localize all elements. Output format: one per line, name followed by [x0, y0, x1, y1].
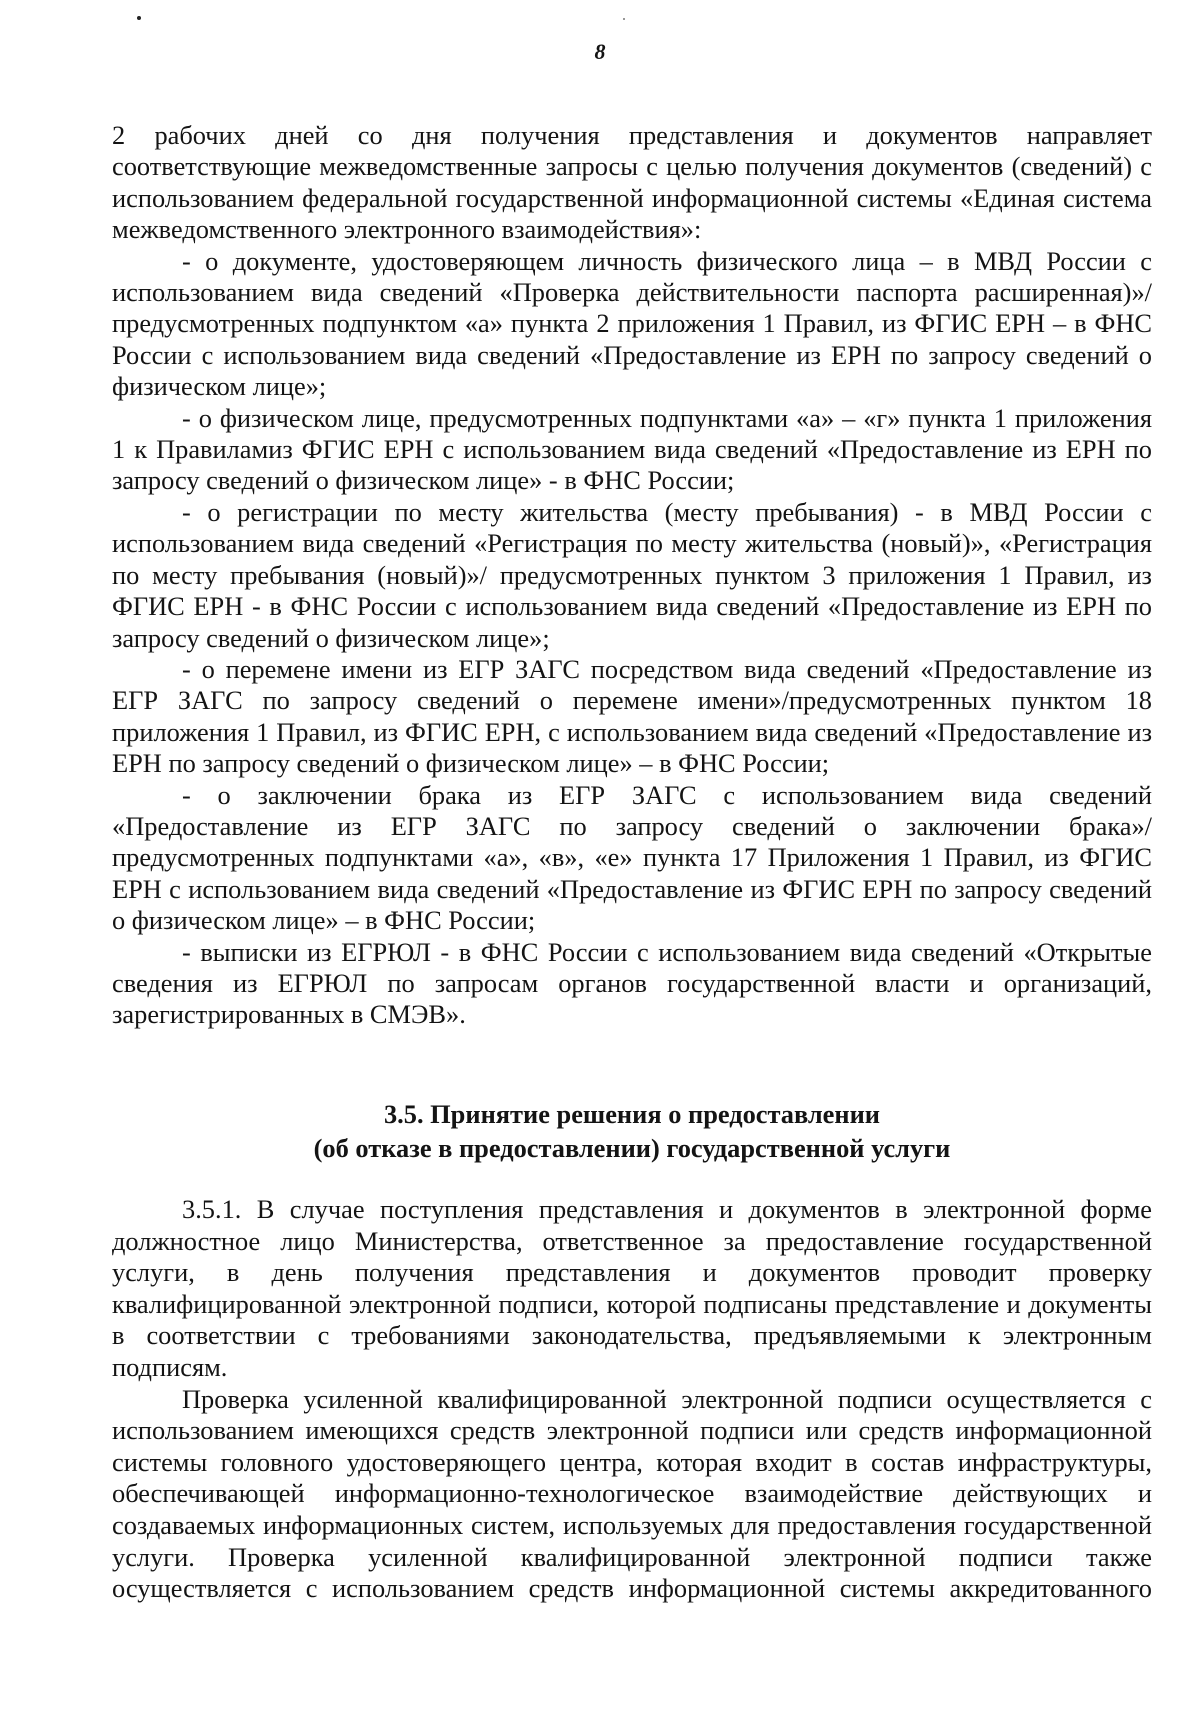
paragraph: 2 рабочих дней со дня получения представления и документов направляет соответствующие межведомственные запросы с целью получения документов (сведений) с использованием федеральной государственной информационной системы «Единая система межведомственного электронного взаимодействия»:	[112, 120, 1152, 245]
section-heading-line: 3.5. Принятие решения о предоставлении	[383, 1099, 881, 1129]
scan-speck	[137, 16, 141, 20]
list-item: - о заключении брака из ЕГР ЗАГС с использованием вида сведений «Предоставление из ЕГР ЗАГС по запросу сведений о заключении брака»/предусмотренных подпунктами «а», «в», «е» пункта 17 Приложения 1 Правил, из ФГИС ЕРН с использованием вида сведений «Предоставление из ФГИС ЕРН по запросу сведений о физическом лице» – в ФНС России;	[112, 779, 1152, 936]
list-item: - о документе, удостоверяющем личность физического лица – в МВД России с использованием вида сведений «Проверка действительности паспорта расширенная)»/ предусмотренных подпунктом «а» пункта 2 приложения 1 Правил, из ФГИС ЕРН – в ФНС России с использованием вида сведений «Предоставление из ЕРН по запросу сведений о физическом лице»;	[112, 245, 1152, 402]
list-item: - выписки из ЕГРЮЛ - в ФНС России с использованием вида сведений «Открытые сведения из ЕГРЮЛ по запросам органов государственной власти и организаций, зарегистрированных в СМЭВ».	[112, 936, 1152, 1030]
list-item: - о регистрации по месту жительства (месту пребывания) - в МВД России с использованием вида сведений «Регистрация по месту жительства (новый)», «Регистрация по месту пребывания (новый)»/ предусмотренных пунктом 3 приложения 1 Правил, из ФГИС ЕРН - в ФНС России с использованием вида сведений «Предоставление из ЕРН по запросу сведений о физическом лице»;	[112, 496, 1152, 653]
paragraph: Проверка усиленной квалифицированной электронной подписи осуществляется с использованием имеющихся средств электронной подписи или средств информационной системы головного удостоверяющего центра, которая входит в состав инфраструктуры, обеспечивающей информационно-технологическое взаимодействие действующих и создаваемых информационных систем, используемых для предоставления государственной услуги. Проверка усиленной квалифицированной электронной подписи также осуществляется с использованием средств информационной системы аккредитованного	[112, 1383, 1152, 1604]
section-heading-line: (об отказе в предоставлении) государственной услуги	[313, 1133, 951, 1163]
body-text-top	[112, 120, 1152, 1031]
section-heading	[112, 1097, 1152, 1165]
list-item: - о физическом лице, предусмотренных подпунктами «а» – «г» пункта 1 приложения 1 к Правиламиз ФГИС ЕРН с использованием вида сведений «Предоставление из ЕРН по запросу сведений о физическом лице» - в ФНС России;	[112, 402, 1152, 496]
body-text-bottom	[112, 1194, 1152, 1605]
scan-speck	[623, 18, 625, 20]
page-number: 8	[594, 39, 606, 64]
paragraph: 3.5.1. В случае поступления представления и документов в электронной форме должностное лицо Министерства, ответственное за предоставление государственной услуги, в день получения представления и документов проводит проверку квалифицированной электронной подписи, которой подписаны представление и документы в соответствии с требованиями законодательства, предъявляемыми к электронным подписям.	[112, 1194, 1152, 1382]
list-item: - о перемене имени из ЕГР ЗАГС посредством вида сведений «Предоставление из ЕГР ЗАГС по запросу сведений о перемене имени»/предусмотренных пунктом 18 приложения 1 Правил, из ФГИС ЕРН, с использованием вида сведений «Предоставление из ЕРН по запросу сведений о физическом лице» – в ФНС России;	[112, 653, 1152, 779]
